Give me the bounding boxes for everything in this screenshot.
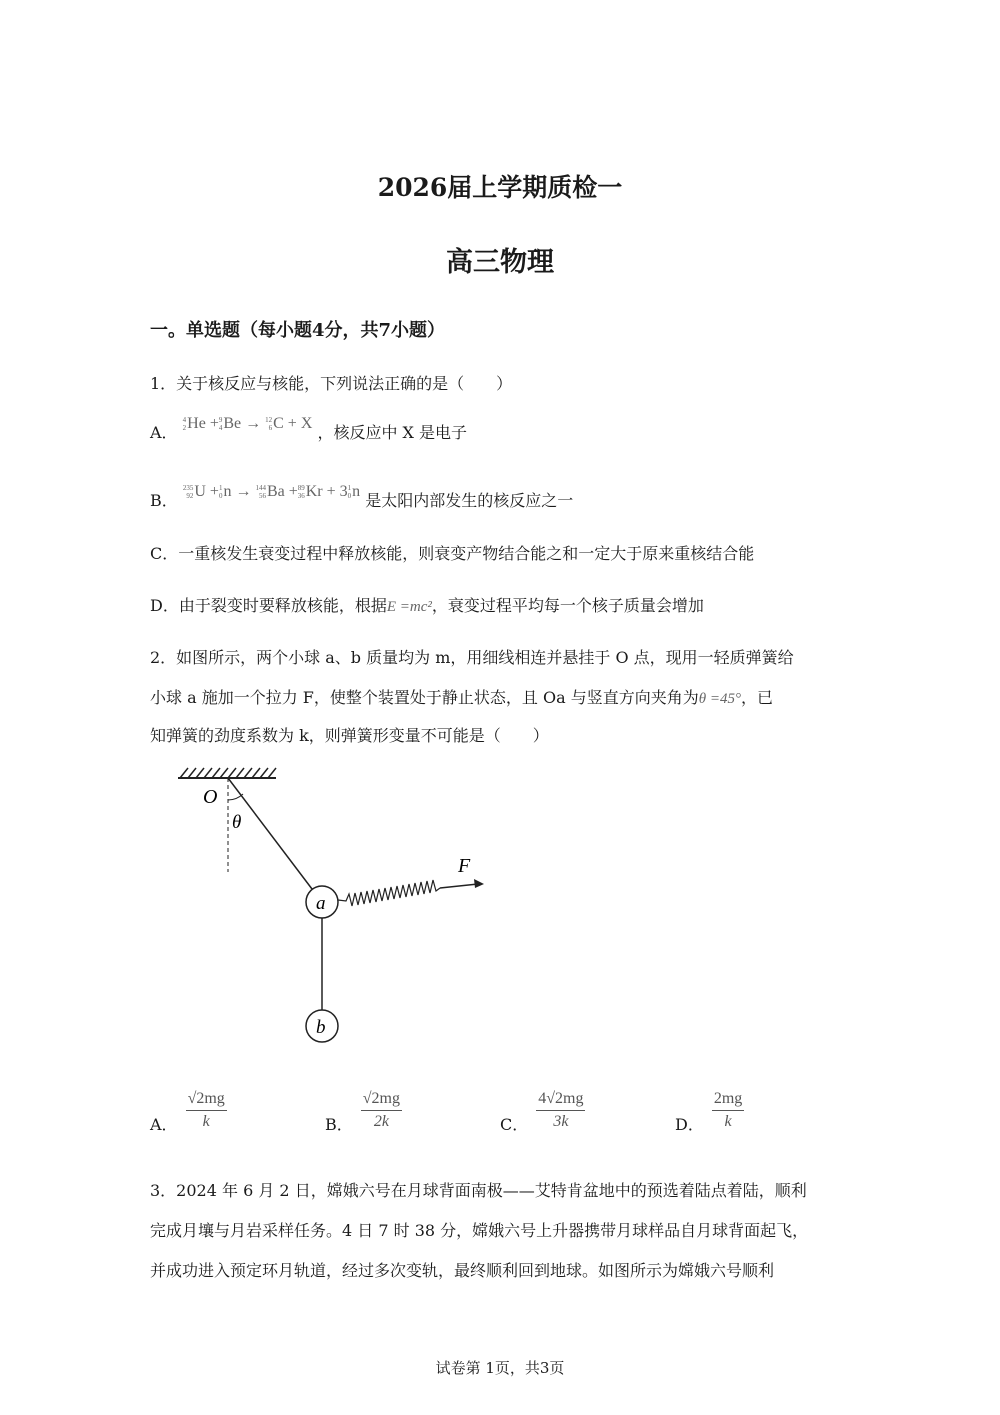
q3-line2: 完成月壤与月岩采样任务。4 日 7 时 38 分，嫦娥六号上升器携带月球样品自月球背面起飞， bbox=[150, 1221, 809, 1240]
q1-b-label: B． bbox=[150, 491, 178, 510]
q2-c-numerator: 4√2mg bbox=[536, 1090, 585, 1111]
exam-title: 2026届上学期质检一 bbox=[377, 173, 623, 202]
q3-line1: 3．2024 年 6 月 2 日，嫦娥六号在月球背面南极——艾特肯盆地中的预选着陆点着陆，顺利 bbox=[150, 1181, 807, 1200]
q2-c-denominator: 3k bbox=[553, 1113, 569, 1130]
q2-figure bbox=[170, 760, 500, 1050]
q2-a-fraction bbox=[186, 1090, 227, 1131]
q1-b-equation: 235 92 U + 1 0 n → 144 56 Ba + 89 36 Kr + 3 1 0 n bbox=[182, 483, 361, 501]
force-arrow-line bbox=[440, 884, 478, 888]
q1-option-c: C．一重核发生衰变过程中释放核能，则衰变产物结合能之和一定大于原来重核结合能 bbox=[150, 544, 755, 563]
q2-angle-formula: θ =45° bbox=[698, 691, 741, 707]
q2-d-fraction bbox=[712, 1090, 744, 1131]
q2-line2 bbox=[150, 685, 773, 708]
q1-d-pre: D．由于裂变时要释放核能，根据 bbox=[150, 596, 387, 615]
q2-line1: 2．如图所示，两个小球 a、b 质量均为 m，用细线相连并悬挂于 O 点，现用一轻质弹簧给 bbox=[150, 648, 794, 667]
q2-b-denominator: 2k bbox=[373, 1113, 389, 1130]
string-o-a bbox=[228, 778, 312, 889]
force-arrow-head bbox=[474, 879, 484, 888]
q2-option-b bbox=[325, 1086, 402, 1135]
q2-option-d bbox=[675, 1086, 744, 1135]
q2-a-numerator: √2mg bbox=[186, 1090, 227, 1111]
spring bbox=[338, 880, 440, 906]
q1-a-text: ，核反应中 X 是电子 bbox=[317, 423, 468, 442]
q2-d-label: D． bbox=[675, 1115, 704, 1134]
q1-d-formula: E =mc² bbox=[386, 599, 432, 615]
q1-a-label: A． bbox=[150, 423, 178, 442]
page-footer: 试卷第 1页，共3页 bbox=[435, 1359, 565, 1377]
q1-d-post: ，衰变过程平均每一个核子质量会增加 bbox=[431, 596, 704, 615]
section-heading: 一。单选题（每小题4分，共7小题） bbox=[150, 320, 446, 341]
label-b: b bbox=[316, 1017, 326, 1038]
q2-d-denominator: k bbox=[724, 1113, 732, 1130]
label-o: O bbox=[203, 786, 218, 808]
q1-option-b bbox=[150, 483, 574, 511]
q1-stem: 1．关于核反应与核能，下列说法正确的是（ ） bbox=[150, 374, 513, 393]
q2-option-c bbox=[500, 1086, 585, 1135]
label-f: F bbox=[458, 855, 471, 877]
q1-a-equation: 4 2 He + 9 4 Be → 12 6 C + X bbox=[182, 415, 313, 433]
q2-a-denominator: k bbox=[202, 1113, 210, 1130]
ceiling-hatch bbox=[180, 768, 276, 778]
q2-line2-pre: 小球 a 施加一个拉力 F，使整个装置处于静止状态，且 Oa 与竖直方向夹角为 bbox=[150, 688, 699, 707]
q2-c-label: C． bbox=[500, 1115, 529, 1134]
exam-subject: 高三物理 bbox=[446, 247, 554, 278]
label-a: a bbox=[316, 893, 326, 914]
q2-b-numerator: √2mg bbox=[361, 1090, 402, 1111]
q3-line3: 并成功进入预定环月轨道，经过多次变轨，最终顺利回到地球。如图所示为嫦娥六号顺利 bbox=[150, 1261, 775, 1280]
q2-b-fraction bbox=[361, 1090, 402, 1131]
q2-b-label: B． bbox=[325, 1115, 353, 1134]
q2-a-label: A． bbox=[150, 1115, 178, 1134]
q2-d-numerator: 2mg bbox=[712, 1090, 744, 1111]
q1-option-d bbox=[150, 593, 704, 616]
label-theta: θ bbox=[232, 812, 242, 833]
q2-line3: 知弹簧的劲度系数为 k，则弹簧形变量不可能是（ ） bbox=[150, 726, 549, 745]
q1-option-a bbox=[150, 415, 468, 443]
q2-option-a bbox=[150, 1086, 227, 1135]
q1-b-text: 是太阳内部发生的核反应之一 bbox=[365, 491, 574, 510]
q2-c-fraction bbox=[536, 1090, 585, 1131]
q2-line2-post: ，已 bbox=[740, 688, 773, 707]
